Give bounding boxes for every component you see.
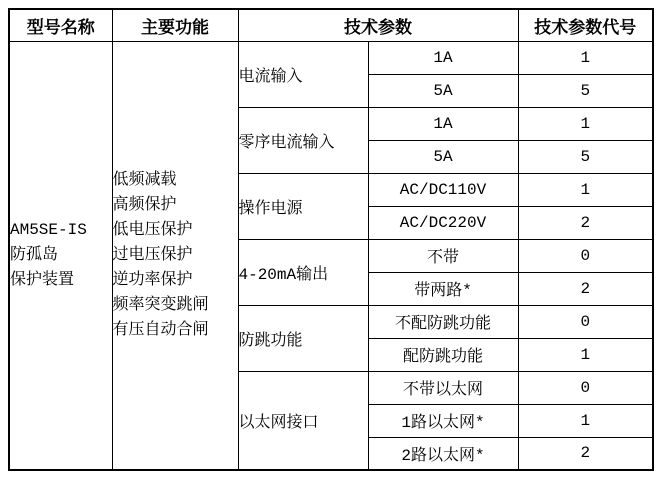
function-line: 低频减载 bbox=[112, 170, 177, 189]
param-cell: 带两路* bbox=[368, 272, 518, 305]
code-cell: 0 bbox=[518, 305, 653, 338]
param-cell: 1A bbox=[368, 107, 518, 140]
param-cell: AC/DC220V bbox=[368, 206, 518, 239]
param-cell: 不带 bbox=[368, 239, 518, 272]
header-params: 技术参数 bbox=[238, 9, 518, 41]
group-label-ethernet-port: 以太网接口 bbox=[238, 371, 368, 470]
model-line: 保护装置 bbox=[10, 270, 75, 289]
param-cell: 5A bbox=[368, 140, 518, 173]
table-body bbox=[9, 41, 653, 470]
group-label-zero-seq-current: 零序电流输入 bbox=[238, 107, 368, 173]
code-cell: 5 bbox=[518, 74, 653, 107]
code-cell: 2 bbox=[518, 206, 653, 239]
spec-table bbox=[8, 8, 654, 471]
function-line: 过电压保护 bbox=[112, 245, 193, 264]
function-line: 逆功率保护 bbox=[112, 270, 193, 289]
code-cell: 1 bbox=[518, 173, 653, 206]
param-cell: 1A bbox=[368, 41, 518, 74]
function-line: 有压自动合闸 bbox=[112, 320, 209, 339]
code-cell: 2 bbox=[518, 437, 653, 470]
function-line: 低电压保护 bbox=[112, 220, 193, 239]
code-cell: 1 bbox=[518, 107, 653, 140]
code-cell: 1 bbox=[518, 404, 653, 437]
code-cell: 1 bbox=[518, 41, 653, 74]
model-line: AM5SE-IS bbox=[10, 220, 87, 239]
code-cell: 0 bbox=[518, 371, 653, 404]
param-cell: AC/DC110V bbox=[368, 173, 518, 206]
param-cell: 1路以太网* bbox=[368, 404, 518, 437]
group-label-current-input: 电流输入 bbox=[238, 41, 368, 107]
param-cell: 5A bbox=[368, 74, 518, 107]
model-name-cell bbox=[9, 41, 112, 470]
code-cell: 0 bbox=[518, 239, 653, 272]
code-cell: 2 bbox=[518, 272, 653, 305]
function-line: 频率突变跳闸 bbox=[112, 295, 209, 314]
group-label-4-20ma-output: 4-20mA输出 bbox=[238, 239, 368, 305]
param-cell: 配防跳功能 bbox=[368, 338, 518, 371]
group-label-operating-power: 操作电源 bbox=[238, 173, 368, 239]
header-functions: 主要功能 bbox=[112, 9, 238, 41]
code-cell: 5 bbox=[518, 140, 653, 173]
group-label-anti-pumping: 防跳功能 bbox=[238, 305, 368, 371]
code-cell: 1 bbox=[518, 338, 653, 371]
header-model: 型号名称 bbox=[9, 9, 112, 41]
table-row bbox=[9, 41, 653, 74]
param-cell: 2路以太网* bbox=[368, 437, 518, 470]
param-cell: 不配防跳功能 bbox=[368, 305, 518, 338]
table-header bbox=[9, 9, 653, 41]
function-line: 高频保护 bbox=[112, 195, 177, 214]
model-line: 防孤岛 bbox=[10, 245, 59, 264]
param-cell: 不带以太网 bbox=[368, 371, 518, 404]
header-row bbox=[9, 9, 653, 41]
functions-cell bbox=[112, 41, 238, 470]
header-code: 技术参数代号 bbox=[518, 9, 653, 41]
